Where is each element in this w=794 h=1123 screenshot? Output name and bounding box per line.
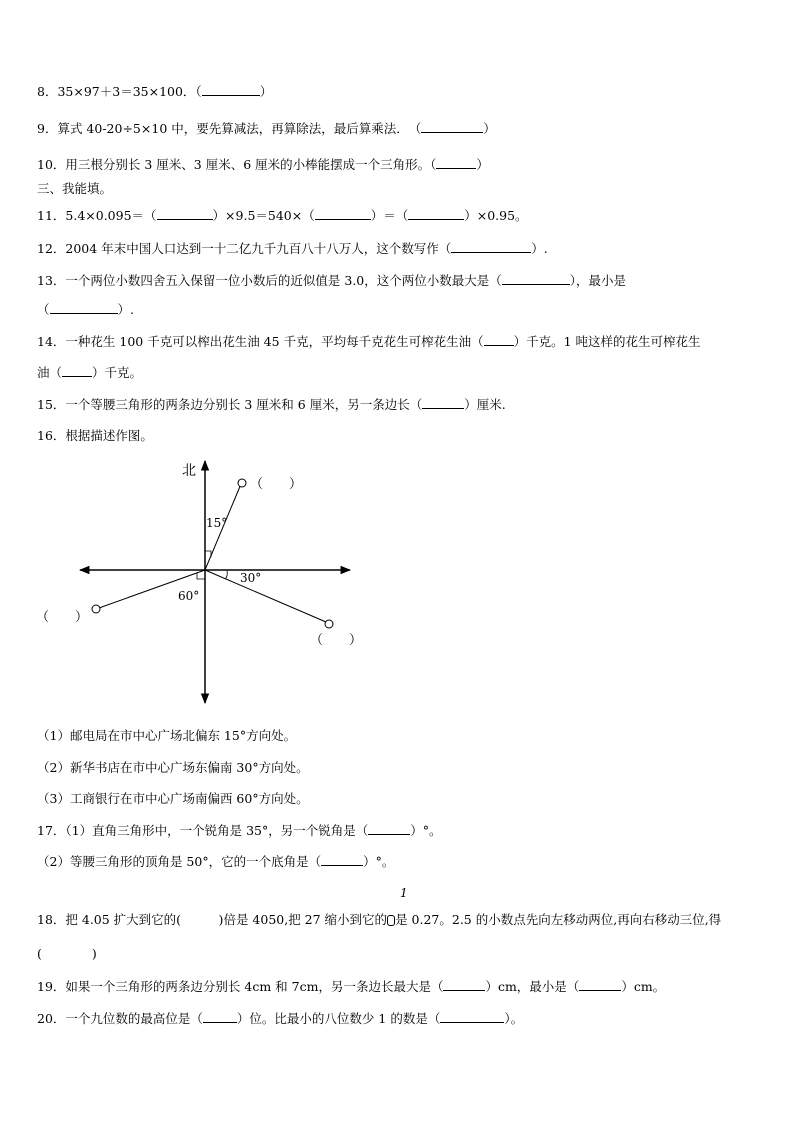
angle-arc-30 <box>225 570 227 579</box>
question-17-part-2: （2）等腰三角形的顶角是 50°，它的一个底角是（ ）°。 <box>37 854 395 869</box>
angle-15-label: 15° <box>206 516 228 530</box>
section-heading: 三、我能填。 <box>37 181 113 196</box>
label-bookstore: （ ） <box>310 633 363 648</box>
question-16-title: 16．根据描述作图。 <box>37 428 153 443</box>
label-post-office: （ ） <box>250 477 303 492</box>
ray-bookstore <box>205 570 326 622</box>
angle-arc-15 <box>205 551 211 557</box>
answer-blank[interactable] <box>484 333 514 346</box>
angle-30-label: 30° <box>240 571 262 585</box>
answer-blank[interactable] <box>421 120 483 133</box>
answer-blank[interactable] <box>62 364 92 377</box>
question-8: 8．35×97＋3＝35×100．（ ） <box>37 84 273 99</box>
question-18: 18．把 4.05 扩大到它的( )倍是 4050,把 27 缩小到它的 是 0.27。2.5 的小数点先向左移动两位,再向右移动三位,得 <box>37 912 722 927</box>
question-14-continued: 油（ ）千克。 <box>37 365 143 380</box>
question-10: 10．用三根分别长 3 厘米、3 厘米、6 厘米的小棒能摆成一个三角形。（ ） <box>37 157 489 172</box>
answer-blank[interactable] <box>440 1010 504 1023</box>
question-17-part-1: 17．（1）直角三角形中，一个锐角是 35°，另一个锐角是（ ）°。 <box>37 823 442 838</box>
question-12: 12．2004 年末中国人口达到一十二亿九千九百八十八万人，这个数写作（ ）. <box>37 241 548 256</box>
question-13: 13．一个两位小数四舍五入保留一位小数后的近似值是 3.0，这个两位小数最大是（ ），最小是 <box>37 273 627 288</box>
answer-blank[interactable] <box>203 1010 237 1023</box>
question-16-item-2: （2）新华书店在市中心广场东偏南 30°方向处。 <box>37 760 309 775</box>
answer-blank[interactable] <box>422 396 464 409</box>
north-label: 北 <box>182 463 196 479</box>
question-19: 19．如果一个三角形的两条边分别长 4cm 和 7cm，另一条边长最大是（ ）cm，最小是（ ）cm。 <box>37 979 666 994</box>
answer-blank[interactable] <box>408 207 464 220</box>
answer-blank[interactable] <box>315 207 371 220</box>
question-9: 9．算式 40-20÷5×10 中，要先算减法，再算除法，最后算乘法． （ ） <box>37 121 496 136</box>
question-14: 14．一种花生 100 千克可以榨出花生油 45 千克，平均每千克花生可榨花生油（ ）千克。1 吨这样的花生可榨花生 <box>37 334 701 349</box>
direction-diagram <box>30 455 370 710</box>
question-16-item-1: （1）邮电局在市中心广场北偏东 15°方向处。 <box>37 728 297 743</box>
question-18-continued: ( ) <box>37 946 97 961</box>
question-11: 11．5.4×0.095＝（ ）×9.5＝540×（ ）＝（ ）×0.95。 <box>37 208 528 223</box>
answer-blank[interactable] <box>443 978 485 991</box>
question-13-continued: （ ）. <box>37 302 134 317</box>
point-post-office <box>238 479 246 487</box>
question-15: 15．一个等腰三角形的两条边分别长 3 厘米和 6 厘米，另一条边长（ ）厘米. <box>37 397 506 412</box>
answer-blank[interactable] <box>436 156 476 169</box>
point-bookstore <box>325 620 333 628</box>
answer-blank[interactable] <box>321 853 363 866</box>
question-20: 20．一个九位数的最高位是（ ）位。比最小的八位数少 1 的数是（ ）。 <box>37 1011 524 1026</box>
fraction-denominator-icon <box>387 915 395 926</box>
answer-blank[interactable] <box>579 978 621 991</box>
angle-60-label: 60° <box>178 589 200 603</box>
angle-arc-60 <box>197 573 205 579</box>
answer-blank[interactable] <box>502 272 570 285</box>
answer-blank[interactable] <box>157 207 213 220</box>
answer-blank[interactable] <box>368 822 410 835</box>
fraction-numerator: 1 <box>400 886 408 900</box>
answer-blank[interactable] <box>202 83 260 96</box>
answer-blank[interactable] <box>451 240 531 253</box>
point-bank <box>92 605 100 613</box>
question-16-item-3: （3）工商银行在市中心广场南偏西 60°方向处。 <box>37 791 309 806</box>
answer-blank[interactable] <box>50 301 118 314</box>
label-bank: （ ） <box>36 610 89 625</box>
